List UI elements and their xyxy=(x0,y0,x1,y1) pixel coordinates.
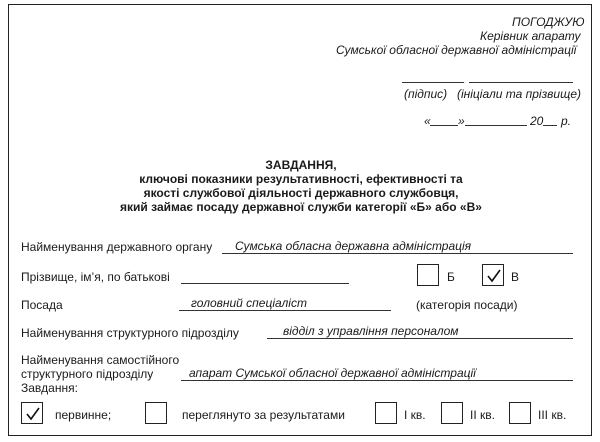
q3-label: ІІІ кв. xyxy=(538,408,567,422)
date-year-line xyxy=(543,125,557,126)
name-label: Прізвище, ім’я, по батькові xyxy=(21,270,170,284)
independent-underline xyxy=(181,380,573,381)
organ-label: Найменування державного органу xyxy=(21,240,213,254)
q2-label: ІІ кв. xyxy=(470,408,495,422)
checkmark-icon xyxy=(483,265,505,287)
date-suffix: р. xyxy=(561,114,572,128)
category-v-label: В xyxy=(511,270,520,284)
position-underline xyxy=(179,310,391,311)
approval-header: ПОГОДЖУЮ xyxy=(512,15,585,29)
independent-label-2: структурного підрозділу xyxy=(21,367,154,381)
category-v-checkbox[interactable] xyxy=(482,264,504,286)
initials-caption: (ініціали та прізвище) xyxy=(457,87,581,101)
checkmark-icon xyxy=(22,403,44,425)
unit-label: Найменування структурного підрозділу xyxy=(21,326,239,340)
position-caption: (категорія посади) xyxy=(416,298,518,312)
revised-checkbox[interactable] xyxy=(145,402,167,424)
primary-label: первинне; xyxy=(55,408,112,422)
title-line-3: який займає посаду державної служби категорії «Б» або «В» xyxy=(120,200,482,214)
signature-line xyxy=(402,82,464,83)
position-label: Посада xyxy=(21,298,63,312)
unit-underline xyxy=(267,338,573,339)
name-underline xyxy=(181,283,349,284)
category-b-label: Б xyxy=(447,270,455,284)
form-page xyxy=(8,4,592,436)
title-line-1: ключові показники результативності, ефективності та xyxy=(139,172,463,186)
document-heading: ЗАВДАННЯ, xyxy=(265,158,337,172)
initials-line xyxy=(469,82,573,83)
revised-label: переглянуто за результатами xyxy=(182,408,345,422)
independent-label-1: Найменування самостійного xyxy=(21,353,180,367)
q1-label: І кв. xyxy=(404,408,426,422)
organ-underline xyxy=(222,253,573,254)
q2-checkbox[interactable] xyxy=(441,402,463,424)
date-year: 20 xyxy=(530,114,544,128)
position-value[interactable]: головний спеціаліст xyxy=(191,296,307,310)
date-open-quote: « xyxy=(424,114,431,128)
date-day-line xyxy=(430,125,458,126)
approval-line-1: Керівник апарату xyxy=(480,29,581,43)
q3-checkbox[interactable] xyxy=(509,402,531,424)
organ-value[interactable]: Сумська обласна державна адміністрація xyxy=(235,239,472,253)
title-line-2: якості службової діяльності державного службовця, xyxy=(143,186,459,200)
unit-value[interactable]: відділ з управління персоналом xyxy=(283,324,459,338)
date-month-line xyxy=(465,125,527,126)
signature-caption: (підпис) xyxy=(404,87,448,101)
approval-line-2: Сумської обласної державної адміністрації xyxy=(336,43,577,57)
q1-checkbox[interactable] xyxy=(375,402,397,424)
independent-value[interactable]: апарат Сумської обласної державної адміністрації xyxy=(189,366,476,380)
tasks-label: Завдання: xyxy=(21,381,78,395)
primary-checkbox[interactable] xyxy=(21,402,43,424)
category-b-checkbox[interactable] xyxy=(417,264,439,286)
date-close-quote: » xyxy=(458,114,465,128)
